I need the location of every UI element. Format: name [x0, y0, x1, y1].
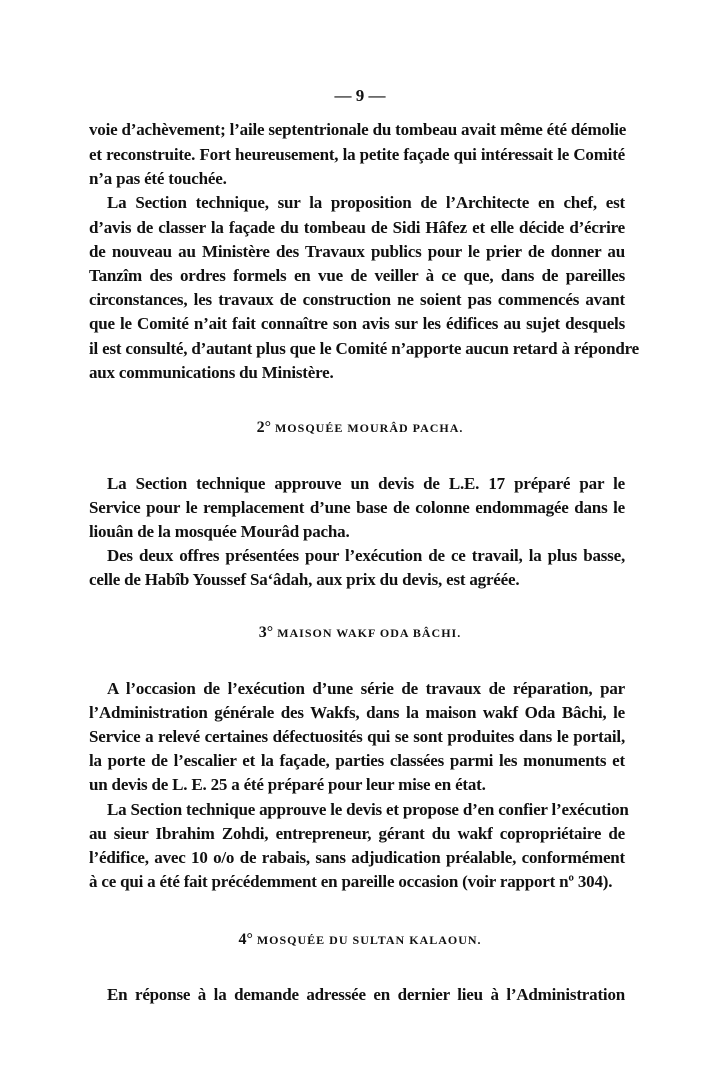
section-number: 2°: [256, 419, 271, 436]
text-line: liouân de la mosquée Mourâd pacha.: [89, 522, 350, 541]
text-line: La Section technique approuve un devis de L.E. 17 préparé par le: [107, 474, 625, 493]
section-title: MOSQUÉE DU SULTAN KALAOUN.: [252, 933, 482, 947]
text-line: et reconstruite. Fort heureusement, la petite façade qui intéressait le Comité: [89, 145, 625, 164]
text-line: il est consulté, d’autant plus que le Comité n’apporte aucun retard à répondre: [89, 339, 639, 358]
text-line: Service pour le remplacement d’une base de colonne endommagée dans le: [89, 498, 625, 517]
section-heading: [0, 623, 720, 643]
section-title: MAISON WAKF ODA BÂCHI.: [273, 626, 462, 640]
text-line: l’édifice, avec 10 o/o de rabais, sans adjudication préalable, conformément: [89, 848, 625, 867]
text-line: d’avis de classer la façade du tombeau de Sidi Hâfez et elle décide d’écrire: [89, 218, 625, 237]
section-heading: [0, 930, 720, 950]
section-number: 3°: [258, 624, 274, 641]
text-line: Service a relevé certaines défectuosités qui se sont produites dans le portail,: [89, 727, 625, 746]
section-number: 4°: [238, 931, 253, 948]
text-line: celle de Habîb Youssef Sa‘âdah, aux prix du devis, est agréée.: [89, 570, 520, 589]
text-line: la porte de l’escalier et la façade, parties classées parmi les monuments et: [89, 751, 625, 770]
section-heading: [0, 418, 720, 438]
section-title: MOSQUÉE MOURÂD PACHA.: [270, 421, 464, 435]
text-line: La Section technique, sur la proposition de l’Architecte en chef, est: [107, 193, 625, 212]
text-line: Des deux offres présentées pour l’exécution de ce travail, la plus basse,: [107, 546, 625, 565]
text-line: de nouveau au Ministère des Travaux publics pour le prier de donner au: [89, 242, 625, 261]
text-line: Tanzîm des ordres formels en vue de veiller à ce que, dans de pareilles: [89, 266, 625, 285]
text-line: circonstances, les travaux de construction ne soient pas commencés avant: [89, 290, 625, 309]
text-line: à ce qui a été fait précédemment en pareille occasion (voir rapport nº 304).: [89, 872, 613, 891]
text-line: que le Comité n’ait fait connaître son avis sur les édifices au sujet desquels: [89, 314, 625, 333]
text-line: aux communications du Ministère.: [89, 363, 334, 382]
text-line: La Section technique approuve le devis et propose d’en confier l’exécution: [107, 800, 629, 819]
page-number: — 9 —: [334, 86, 386, 105]
text-line: n’a pas été touchée.: [89, 169, 227, 188]
text-line: En réponse à la demande adressée en dernier lieu à l’Administration: [107, 985, 625, 1004]
text-line: A l’occasion de l’exécution d’une série de travaux de réparation, par: [107, 679, 625, 698]
text-line: un devis de L. E. 25 a été préparé pour leur mise en état.: [89, 775, 486, 794]
text-line: l’Administration générale des Wakfs, dans la maison wakf Oda Bâchi, le: [89, 703, 625, 722]
text-line: voie d’achèvement; l’aile septentrionale du tombeau avait même été démolie: [89, 120, 627, 139]
text-line: au sieur Ibrahim Zohdi, entrepreneur, gérant du wakf copropriétaire de: [89, 824, 625, 843]
